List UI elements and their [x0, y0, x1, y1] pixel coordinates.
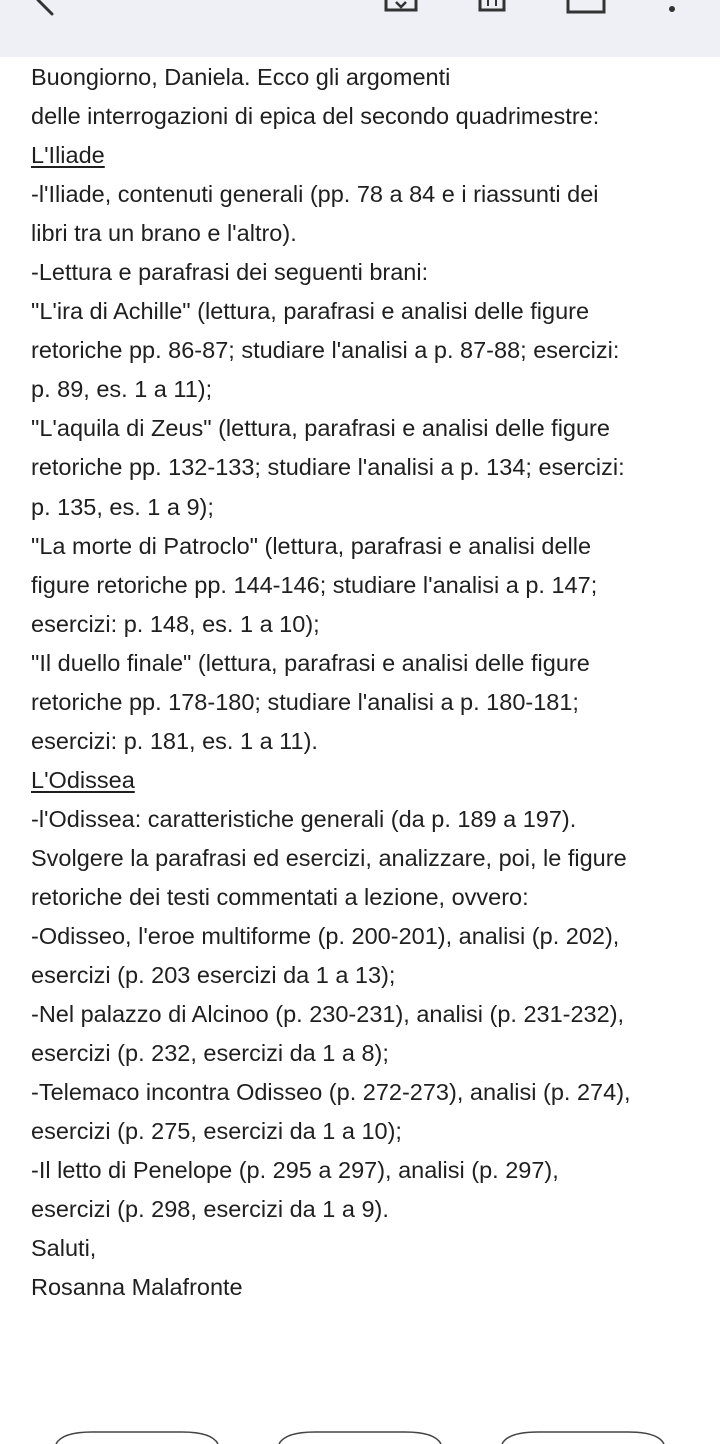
more-options-icon[interactable]: [662, 0, 682, 20]
reply-all-button[interactable]: [275, 1428, 445, 1444]
body-line: libri tra un brano e l'altro).: [31, 220, 297, 247]
body-line: esercizi: p. 148, es. 1 a 10);: [31, 610, 320, 637]
body-line: -Nel palazzo di Alcinoo (p. 230-231), analisi (p. 231-232),: [31, 1001, 625, 1028]
body-line: "L'ira di Achille" (lettura, parafrasi e analisi delle figure: [31, 298, 590, 325]
body-line: -Il letto di Penelope (p. 295 a 297), analisi (p. 297),: [31, 1157, 559, 1184]
body-line: esercizi (p. 203 esercizi da 1 a 13);: [31, 962, 396, 989]
body-line: figure retoriche pp. 144-146; studiare l'analisi a p. 147;: [31, 571, 598, 598]
body-line: -Lettura e parafrasi dei seguenti brani:: [31, 259, 429, 286]
forward-button[interactable]: [498, 1428, 668, 1444]
section-heading-odissea: L'Odissea: [31, 766, 135, 793]
body-line: p. 89, es. 1 a 11);: [31, 376, 213, 403]
body-line: retoriche pp. 86-87; studiare l'analisi a p. 87-88; esercizi:: [31, 337, 620, 364]
body-line: retoriche pp. 132-133; studiare l'analisi a p. 134; esercizi:: [31, 454, 625, 481]
body-line: Buongiorno, Daniela. Ecco gli argomenti: [31, 64, 451, 90]
body-line: -l'Iliade, contenuti generali (pp. 78 a 84 e i riassunti dei: [31, 181, 599, 208]
body-line: "L'aquila di Zeus" (lettura, parafrasi e analisi delle figure: [31, 415, 610, 442]
section-heading-iliade: L'Iliade: [31, 142, 105, 169]
body-line: esercizi (p. 232, esercizi da 1 a 8);: [31, 1040, 389, 1067]
body-line: -Telemaco incontra Odisseo (p. 272-273), analisi (p. 274),: [31, 1079, 631, 1106]
body-line: Svolgere la parafrasi ed esercizi, analizzare, poi, le figure: [31, 844, 627, 871]
body-line: "La morte di Patroclo" (lettura, parafrasi e analisi delle: [31, 532, 592, 559]
archive-icon[interactable]: [382, 0, 422, 20]
signoff: Saluti,: [31, 1235, 97, 1262]
email-toolbar: [0, 0, 720, 57]
body-line: "Il duello finale" (lettura, parafrasi e analisi delle figure: [31, 649, 590, 676]
bottom-actions: [0, 1428, 720, 1444]
body-line: esercizi (p. 275, esercizi da 1 a 10);: [31, 1118, 402, 1145]
body-line: retoriche dei testi commentati a lezione, ovvero:: [31, 883, 529, 910]
body-line: esercizi: p. 181, es. 1 a 11).: [31, 727, 318, 754]
body-line: esercizi (p. 298, esercizi da 1 a 9).: [31, 1196, 389, 1223]
email-body: [31, 58, 711, 1308]
signature: Rosanna Malafronte: [31, 1274, 243, 1301]
mail-icon[interactable]: [566, 0, 616, 20]
body-line: delle interrogazioni di epica del secondo quadrimestre:: [31, 103, 600, 130]
body-line: retoriche pp. 178-180; studiare l'analisi a p. 180-181;: [31, 688, 579, 715]
delete-icon[interactable]: [474, 0, 514, 20]
reply-button[interactable]: [52, 1428, 222, 1444]
body-line: -Odisseo, l'eroe multiforme (p. 200-201), analisi (p. 202),: [31, 923, 620, 950]
back-arrow-icon[interactable]: [28, 0, 88, 20]
body-line: p. 135, es. 1 a 9);: [31, 493, 214, 520]
body-line: -l'Odissea: caratteristiche generali (da p. 189 a 197).: [31, 805, 577, 832]
